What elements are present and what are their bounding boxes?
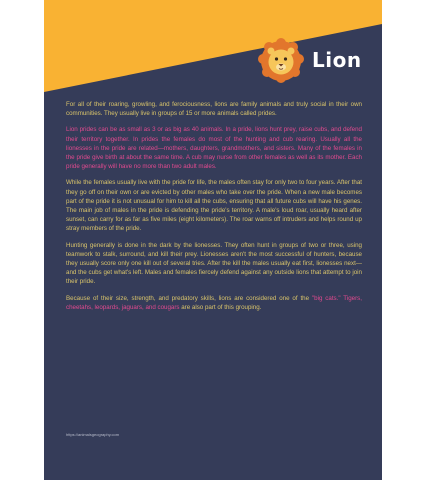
page-title: Lion <box>312 48 362 72</box>
paragraph-males: While the females usually live with the pride for life, the males often stay for only two to four years. After that they go off on their own or are evicted by other males who take over the pride. When a new male becomes part of the pride it is not unusual for him to kill all the cubs, ensuring that all future cubs will have his genes. The main job of males in the pride is defending the pride's territory. A male's loud roar, usually heard after sunset, can carry for as far as five miles (eight kilometers). The roar warns off intruders and helps round up stray members of the pride. <box>66 179 362 233</box>
document-page <box>44 0 382 480</box>
paragraph-hunting: Hunting generally is done in the dark by the lionesses. They often hunt in groups of two or three, using teamwork to stalk, surround, and kill their prey. Lionesses aren't the most successful of hunters, because they usually score only one kill out of several tries. After the kill the males usually eat first, lionesses next—and the cubs get what's left. Males and females fiercely defend against any outside lions that attempt to join their pride. <box>66 241 362 286</box>
big-cats-intro: Because of their size, strength, and predatory skills, lions are considered one of the <box>66 294 312 302</box>
big-cats-highlight: "big cats." Tigers, cheetahs, leopards, jaguars, and cougars <box>66 294 362 311</box>
lion-face-icon <box>258 38 304 84</box>
paragraph-prides: Lion prides can be as small as 3 or as big as 40 animals. In a pride, lions hunt prey, raise cubs, and defend their territory together. In prides the females do most of the hunting and cub rearing. Usually all the lionesses in the pride are related—mothers, daughters, grandmothers, and sisters. Many of the females in the pride give birth at about the same time. A cub may nurse from other females as well as its mother. Each pride generally will have no more than two adult males. <box>66 126 362 171</box>
source-link[interactable]: https://animalsgeography.com <box>66 432 120 437</box>
paragraph-big-cats <box>66 294 362 312</box>
article-body <box>66 100 362 319</box>
big-cats-outro: are also part of this grouping. <box>179 303 262 311</box>
header-banner <box>44 0 382 92</box>
paragraph-intro: For all of their roaring, growling, and ferociousness, lions are family animals and truly social in their own communities. They usually live in groups of 15 or more animals called prides. <box>66 101 362 118</box>
